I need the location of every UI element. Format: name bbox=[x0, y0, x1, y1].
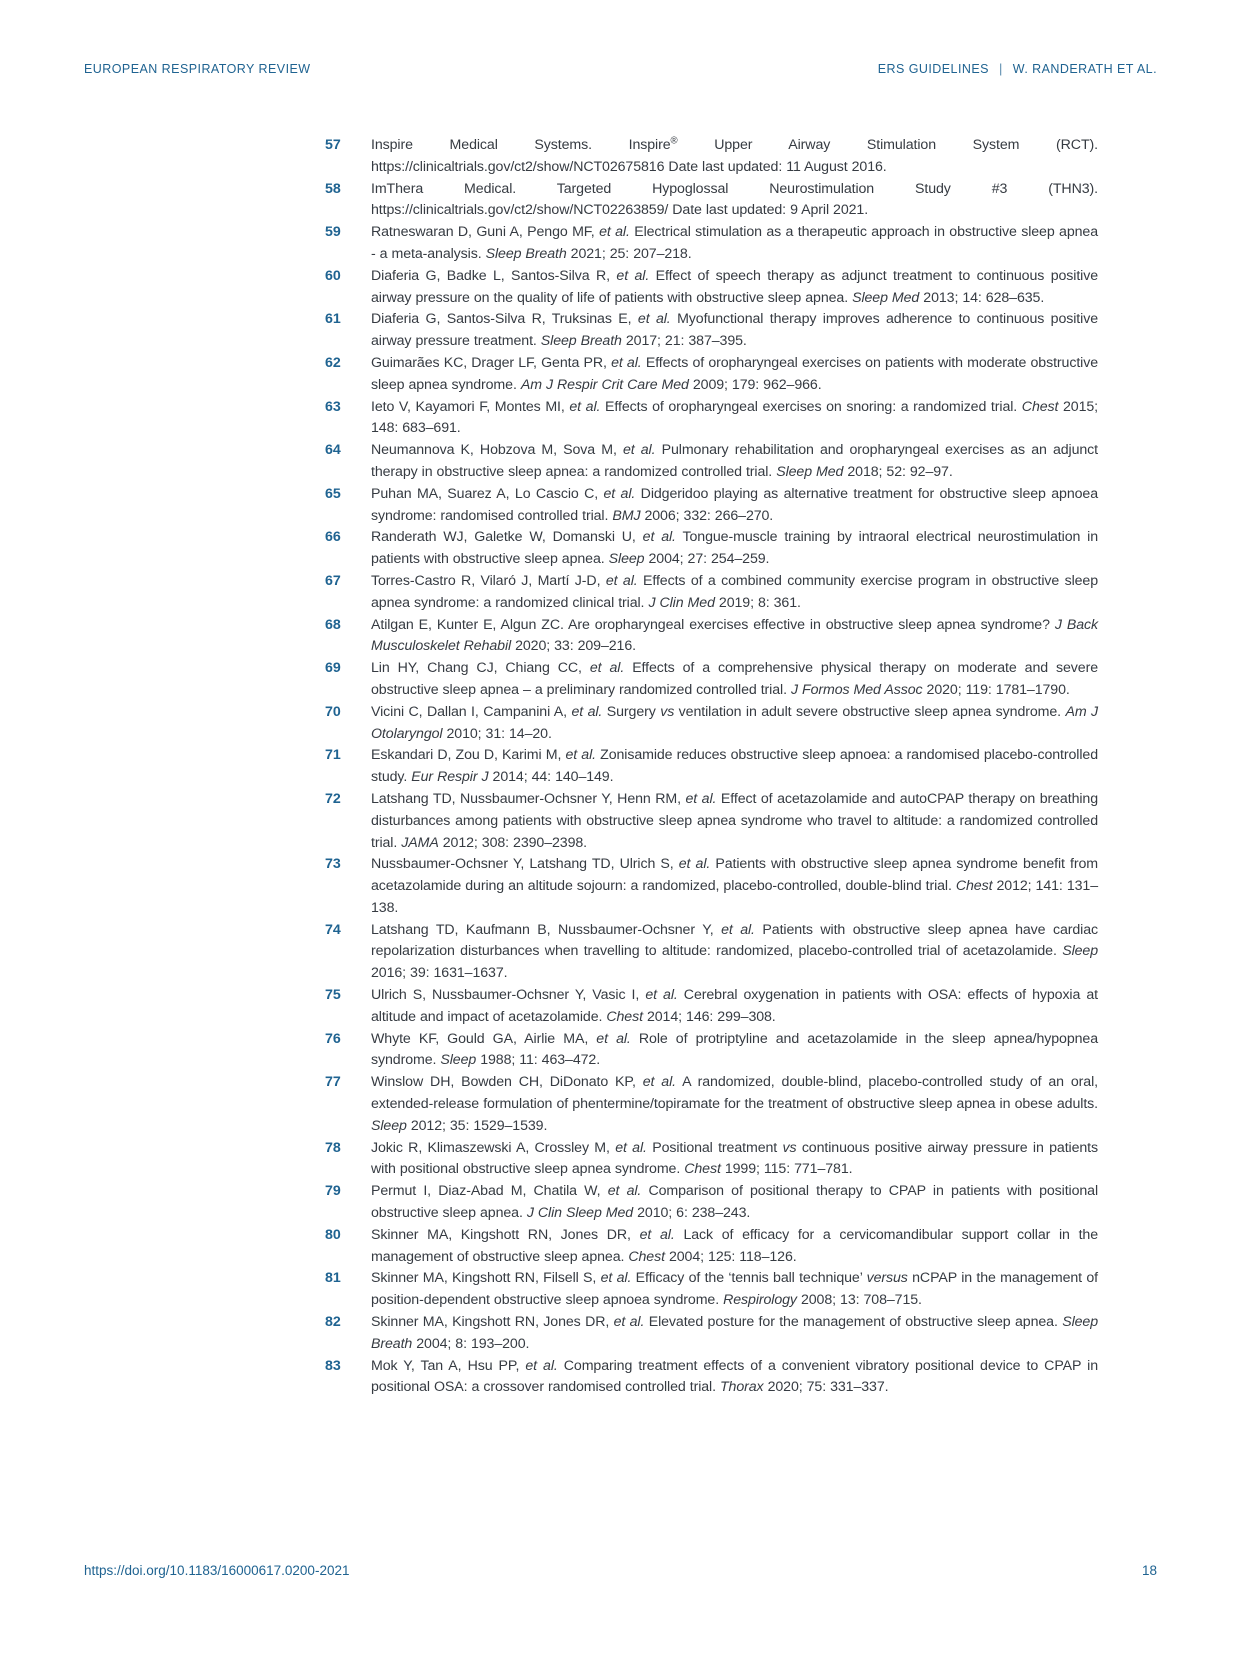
reference-text: Ieto V, Kayamori F, Montes MI, et al. Effects of oropharyngeal exercises on snoring: a randomized trial. Chest 2015; 148: 683–691. bbox=[371, 398, 1099, 437]
reference-number: 76 bbox=[325, 1030, 341, 1047]
reference-item bbox=[325, 440, 1098, 484]
reference-text: Winslow DH, Bowden CH, DiDonato KP, et al. A randomized, double-blind, placebo-controlled study of an oral, extended-release formulation of phentermine/topiramate for the treatment of obstructive sleep apnea in obese adults. Sleep 2012; 35: 1529–1539. bbox=[371, 1074, 1098, 1134]
reference-text: Nussbaumer-Ochsner Y, Latshang TD, Ulrich S, et al. Patients with obstructive sleep apnea syndrome benefit from acetazolamide during an altitude sojourn: a randomized, placebo-controlled, double-blind trial. Chest 2012; 141: 131–138. bbox=[371, 856, 1098, 916]
reference-text: Latshang TD, Kaufmann B, Nussbaumer-Ochsner Y, et al. Patients with obstructive sleep apnea have cardiac repolarization disturbances when travelling to altitude: randomized, placebo-controlled trial of acetazolamide. Sleep 2016; 39: 1631–1637. bbox=[371, 921, 1099, 982]
reference-item bbox=[325, 1268, 1098, 1312]
reference-item bbox=[325, 854, 1098, 919]
reference-number: 73 bbox=[325, 856, 341, 873]
reference-text: Lin HY, Chang CJ, Chiang CC, et al. Effects of a comprehensive physical therapy on moderate and severe obstructive sleep apnea – a preliminary randomized controlled trial. J Formos Med Assoc 2020; 119: 1781–1790. bbox=[371, 660, 1099, 698]
page-footer bbox=[84, 1563, 1157, 1578]
reference-item bbox=[325, 1225, 1098, 1269]
reference-item bbox=[325, 1138, 1098, 1182]
reference-number: 62 bbox=[325, 354, 341, 371]
reference-text: Latshang TD, Nussbaumer-Ochsner Y, Henn RM, et al. Effect of acetazolamide and autoCPAP therapy on breathing disturbances among patients with obstructive sleep apnea syndrome who travel to altitude: a randomized controlled trial. JAMA 2012; 308: 2390–2398. bbox=[371, 790, 1098, 851]
reference-text: Whyte KF, Gould GA, Airlie MA, et al. Role of protriptyline and acetazolamide in the sleep apnea/hypopnea syndrome. Sleep 1988; 11: 463–472. bbox=[371, 1030, 1098, 1069]
reference-item bbox=[325, 1356, 1098, 1400]
reference-item bbox=[325, 266, 1098, 310]
reference-text: Eskandari D, Zou D, Karimi M, et al. Zonisamide reduces obstructive sleep apnoea: a randomised placebo-controlled study. Eur Respir J 2014; 44: 140–149. bbox=[371, 747, 1098, 786]
reference-item bbox=[325, 789, 1098, 854]
reference-item bbox=[325, 222, 1098, 266]
page-number: 18 bbox=[1141, 1563, 1157, 1578]
reference-item bbox=[325, 1312, 1098, 1356]
reference-item bbox=[325, 615, 1098, 659]
reference-number: 66 bbox=[325, 529, 341, 546]
reference-number: 65 bbox=[325, 485, 341, 502]
reference-item bbox=[325, 985, 1098, 1029]
reference-number: 57 bbox=[325, 137, 341, 153]
reference-item bbox=[325, 658, 1098, 702]
reference-text: Permut I, Diaz-Abad M, Chatila W, et al. Comparison of positional therapy to CPAP in patients with positional obstructive sleep apnea. J Clin Sleep Med 2010; 6: 238–243. bbox=[371, 1183, 1099, 1222]
header-separator: | bbox=[998, 61, 1003, 76]
doi-link[interactable]: https://doi.org/10.1183/16000617.0200-2021 bbox=[84, 1563, 350, 1578]
reference-text: Mok Y, Tan A, Hsu PP, et al. Comparing treatment effects of a convenient vibratory positional device to CPAP in positional OSA: a crossover randomised controlled trial. Thorax 2020; 75: 331–337. bbox=[371, 1357, 1098, 1396]
reference-item bbox=[325, 702, 1098, 746]
reference-text: Ratneswaran D, Guni A, Pengo MF, et al. Electrical stimulation as a therapeutic approach in obstructive sleep apnea - a meta-analysis. Sleep Breath 2021; 25: 207–218. bbox=[371, 224, 1098, 262]
reference-item bbox=[325, 397, 1098, 441]
reference-item bbox=[325, 527, 1098, 571]
reference-text: Guimarães KC, Drager LF, Genta PR, et al. Effects of oropharyngeal exercises on patients with moderate obstructive sleep apnea syndrome. Am J Respir Crit Care Med 2009; 179: 962–966. bbox=[371, 354, 1099, 393]
reference-number: 75 bbox=[325, 987, 341, 1004]
reference-item bbox=[325, 179, 1098, 223]
reference-text: Vicini C, Dallan I, Campanini A, et al. Surgery vs ventilation in adult severe obstructive sleep apnea syndrome. Am J Otolaryngol 2010; 31: 14–20. bbox=[371, 703, 1099, 742]
reference-text: Ulrich S, Nussbaumer-Ochsner Y, Vasic I, et al. Cerebral oxygenation in patients with OSA: effects of hypoxia at altitude and impact of acetazolamide. Chest 2014; 146: 299–308. bbox=[371, 987, 1098, 1025]
section-label: ERS GUIDELINES bbox=[877, 62, 989, 76]
reference-item bbox=[325, 1029, 1098, 1073]
reference-number: 61 bbox=[325, 311, 341, 328]
reference-number: 72 bbox=[325, 790, 341, 807]
reference-item bbox=[325, 1181, 1098, 1225]
reference-number: 67 bbox=[325, 572, 341, 589]
reference-list bbox=[325, 135, 1098, 1399]
reference-text: ImThera Medical. Targeted Hypoglossal Neurostimulation Study #3 (THN3). https://clinicaltrials.gov/ct2/show/NCT02263859/ Date last updated: 9 April 2021. bbox=[371, 180, 1098, 219]
reference-text: Neumannova K, Hobzova M, Sova M, et al. Pulmonary rehabilitation and oropharyngeal exercises as an adjunct therapy in obstructive sleep apnea: a randomized controlled trial. Sleep Med 2018; 52: 92–97. bbox=[371, 442, 1099, 480]
reference-number: 82 bbox=[325, 1314, 341, 1331]
reference-number: 63 bbox=[325, 398, 341, 415]
reference-number: 64 bbox=[325, 442, 341, 459]
reference-text: Skinner MA, Kingshott RN, Jones DR, et al. Lack of efficacy for a cervicomandibular support collar in the management of obstructive sleep apnea. Chest 2004; 125: 118–126. bbox=[371, 1226, 1098, 1265]
reference-text: Jokic R, Klimaszewski A, Crossley M, et al. Positional treatment vs continuous positive airway pressure in patients with positional obstructive sleep apnea syndrome. Chest 1999; 115: 771–781. bbox=[371, 1139, 1099, 1178]
reference-number: 68 bbox=[325, 616, 341, 633]
reference-text: Diaferia G, Santos-Silva R, Truksinas E, et al. Myofunctional therapy improves adherence to continuous positive airway pressure treatment. Sleep Breath 2017; 21: 387–395. bbox=[371, 311, 1098, 350]
reference-item bbox=[325, 484, 1098, 528]
reference-number: 69 bbox=[325, 660, 341, 677]
reference-number: 78 bbox=[325, 1139, 341, 1156]
reference-number: 81 bbox=[325, 1270, 341, 1287]
reference-text: Inspire Medical Systems. Inspire® Upper Airway Stimulation System (RCT). https://clinicaltrials.gov/ct2/show/NCT02675816 Date last updated: 11 August 2016. bbox=[371, 135, 1098, 175]
reference-number: 60 bbox=[325, 267, 341, 284]
article-info bbox=[878, 61, 1157, 76]
reference-number: 70 bbox=[325, 703, 341, 720]
reference-number: 77 bbox=[325, 1074, 341, 1091]
reference-item bbox=[325, 309, 1098, 353]
reference-item bbox=[325, 745, 1098, 789]
page-header bbox=[84, 61, 1157, 76]
reference-item bbox=[325, 920, 1098, 985]
reference-number: 71 bbox=[325, 747, 341, 764]
reference-text: Puhan MA, Suarez A, Lo Cascio C, et al. Didgeridoo playing as alternative treatment for obstructive sleep apnoea syndrome: randomised controlled trial. BMJ 2006; 332: 266–270. bbox=[371, 485, 1099, 524]
reference-item bbox=[325, 571, 1098, 615]
reference-number: 80 bbox=[325, 1226, 341, 1243]
reference-number: 74 bbox=[325, 921, 341, 938]
reference-text: Atilgan E, Kunter E, Algun ZC. Are oropharyngeal exercises effective in obstructive sleep apnea syndrome? J Back Musculoskelet Rehabil 2020; 33: 209–216. bbox=[371, 616, 1098, 655]
reference-text: Skinner MA, Kingshott RN, Jones DR, et al. Elevated posture for the management of obstructive sleep apnea. Sleep Breath 2004; 8: 193–200. bbox=[371, 1314, 1098, 1352]
reference-number: 79 bbox=[325, 1183, 341, 1200]
reference-item bbox=[325, 353, 1098, 397]
reference-text: Randerath WJ, Galetke W, Domanski U, et al. Tongue-muscle training by intraoral electrical neurostimulation in patients with obstructive sleep apnea. Sleep 2004; 27: 254–259. bbox=[371, 529, 1099, 568]
journal-name: EUROPEAN RESPIRATORY REVIEW bbox=[84, 62, 311, 76]
reference-number: 59 bbox=[325, 224, 341, 241]
reference-number: 58 bbox=[325, 180, 341, 197]
reference-item bbox=[325, 1072, 1098, 1137]
reference-item bbox=[325, 135, 1098, 179]
running-authors: W. RANDERATH ET AL. bbox=[1012, 62, 1157, 76]
reference-text: Diaferia G, Badke L, Santos-Silva R, et al. Effect of speech therapy as adjunct treatment to continuous positive airway pressure on the quality of life of patients with obstructive sleep apnea. Sleep Med 2013; 14: 628–635. bbox=[371, 267, 1098, 306]
reference-text: Skinner MA, Kingshott RN, Filsell S, et al. Efficacy of the ‘tennis ball technique’ versus nCPAP in the management of position-dependent obstructive sleep apnoea syndrome. Respirology 2008; 13: 708–715. bbox=[371, 1270, 1098, 1309]
reference-number: 83 bbox=[325, 1357, 341, 1374]
references-section bbox=[325, 135, 1098, 1399]
reference-text: Torres-Castro R, Vilaró J, Martí J-D, et al. Effects of a combined community exercise program in obstructive sleep apnea syndrome: a randomized clinical trial. J Clin Med 2019; 8: 361. bbox=[371, 572, 1099, 611]
